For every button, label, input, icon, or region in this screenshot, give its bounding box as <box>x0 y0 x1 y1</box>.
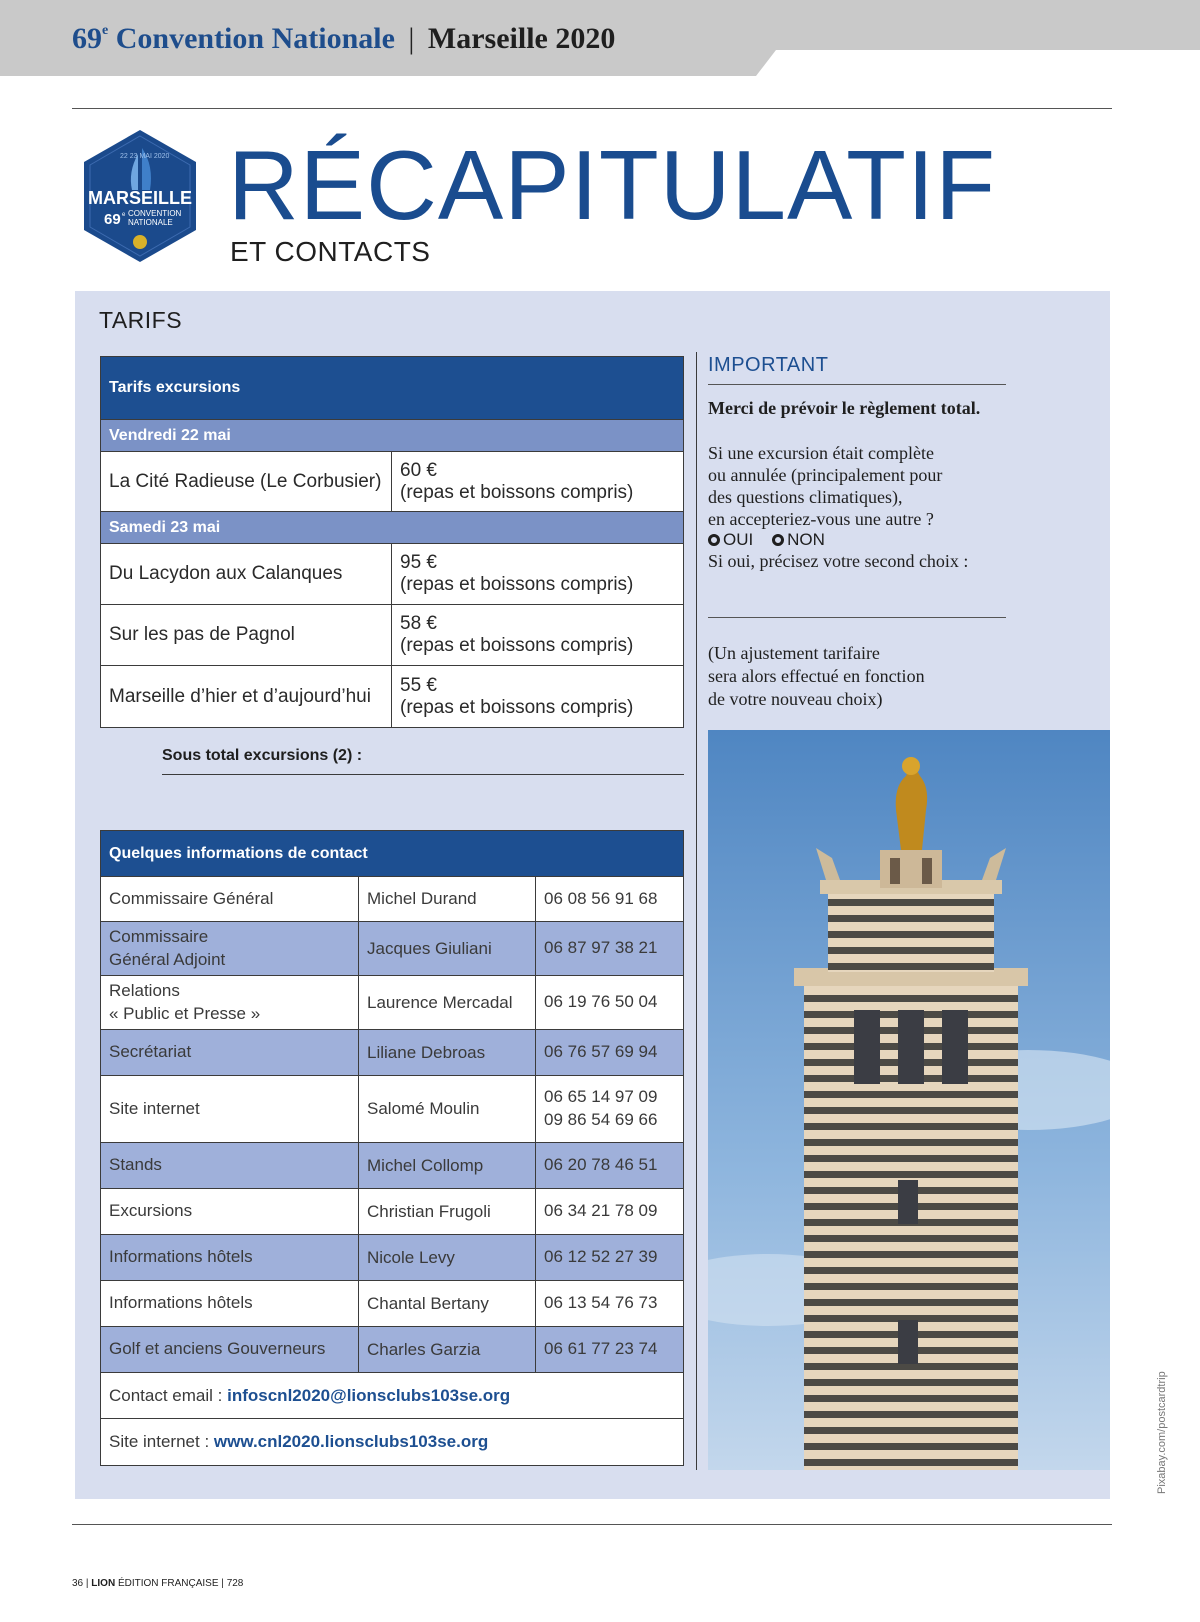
tarifs-day-saturday: Samedi 23 mai <box>101 512 683 544</box>
tarifs-table-header: Tarifs excursions <box>101 357 683 420</box>
tarifs-day-friday: Vendredi 22 mai <box>101 420 683 452</box>
table-row <box>101 1327 683 1373</box>
contacts-table-header: Quelques informations de contact <box>101 831 683 877</box>
table-row <box>101 1235 683 1281</box>
footer-edition: ÉDITION FRANÇAISE <box>117 1578 219 1589</box>
table-row <box>101 544 683 605</box>
price-note: (repas et boissons compris) <box>400 574 634 595</box>
contact-name: Michel Durand <box>359 877 536 921</box>
logo-city: MARSEILLE <box>87 188 193 208</box>
price-note: (repas et boissons compris) <box>400 635 634 656</box>
contact-phone: 06 19 76 50 04 <box>544 992 658 1012</box>
column-divider <box>696 352 697 1470</box>
contact-phone: 06 20 78 46 51 <box>544 1155 658 1175</box>
contact-phone: 06 34 21 78 09 <box>544 1201 658 1221</box>
price-note: (repas et boissons compris) <box>400 481 634 503</box>
contact-phone: 06 65 14 97 09 09 86 54 69 66 <box>544 1087 658 1129</box>
second-choice-label: Si oui, précisez votre second choix : <box>708 551 969 571</box>
contact-role: Golf et anciens Gouverneurs <box>101 1327 359 1372</box>
option-yes[interactable]: OUI <box>708 530 753 549</box>
logo-dates: 22 23 MAI 2020 <box>120 153 170 160</box>
contact-role: Commissaire Général <box>101 877 359 921</box>
convention-logo <box>80 128 200 264</box>
table-row <box>101 1373 683 1419</box>
contact-name: Salomé Moulin <box>359 1076 536 1142</box>
excursion-price <box>392 666 683 727</box>
contact-email-link[interactable]: infoscnl2020@lionsclubs103se.org <box>227 1385 511 1405</box>
contact-role: Commissaire Général Adjoint <box>101 922 359 975</box>
contact-name: Michel Collomp <box>359 1143 536 1188</box>
page-footer: 36 | LION ÉDITION FRANÇAISE | 728 <box>72 1578 244 1589</box>
important-title: IMPORTANT <box>708 354 829 376</box>
important-rule <box>708 384 1006 385</box>
radio-circle-icon <box>708 534 720 546</box>
contact-phone: 06 61 77 23 74 <box>544 1339 658 1359</box>
table-row <box>101 1281 683 1327</box>
tarifs-heading: TARIFS <box>99 307 183 333</box>
logo-line1: CONVENTION <box>128 209 182 218</box>
contact-name: Liliane Debroas <box>359 1030 536 1075</box>
contact-name: Laurence Mercadal <box>359 976 536 1029</box>
contact-name: Jacques Giuliani <box>359 922 536 975</box>
header-separator: | <box>408 22 415 55</box>
header-title <box>72 22 615 56</box>
logo-line2: NATIONALE <box>128 218 173 227</box>
footer-issue: 728 <box>226 1578 244 1589</box>
contact-phone: 06 76 57 69 94 <box>544 1042 658 1062</box>
excursion-name: Sur les pas de Pagnol <box>101 605 392 665</box>
excursion-price <box>392 605 683 665</box>
contact-role: Informations hôtels <box>101 1235 359 1280</box>
bottom-divider <box>72 1524 1112 1525</box>
tarifs-table <box>100 356 684 728</box>
important-options <box>708 530 825 550</box>
contact-phone: 06 87 97 38 21 <box>544 938 658 958</box>
contact-name: Chantal Bertany <box>359 1281 536 1326</box>
table-row <box>101 1189 683 1235</box>
price-value: 58 € <box>400 613 437 635</box>
table-row <box>101 922 683 976</box>
table-row <box>101 605 683 666</box>
top-divider <box>72 108 1112 109</box>
table-row <box>101 1143 683 1189</box>
contact-role: Secrétariat <box>101 1030 359 1075</box>
subtotal-line: Sous total excursions (2) : <box>162 747 684 775</box>
table-row <box>101 1419 683 1465</box>
excursion-name: Marseille d’hier et d’aujourd’hui <box>101 666 392 727</box>
header-number: 69e <box>72 22 109 55</box>
contact-name: Christian Frugoli <box>359 1189 536 1234</box>
header-convention: Convention Nationale <box>115 22 395 55</box>
logo-number: 69 <box>104 211 121 228</box>
important-bold-line: Merci de prévoir le règlement total. <box>708 398 981 418</box>
table-row <box>101 877 683 922</box>
important-note: (Un ajustement tarifaire sera alors effectué en fonction de votre nouveau choix) <box>708 643 925 709</box>
contact-name: Charles Garzia <box>359 1327 536 1372</box>
contact-site-link[interactable]: www.cnl2020.lionsclubs103se.org <box>213 1432 489 1451</box>
contact-role: Relations « Public et Presse » <box>101 976 359 1029</box>
price-value: 60 € <box>400 459 437 481</box>
excursion-price <box>392 452 683 511</box>
table-row <box>101 1076 683 1143</box>
contact-role: Informations hôtels <box>101 1281 359 1326</box>
second-choice-line[interactable] <box>708 617 1006 618</box>
contact-role: Site internet <box>101 1076 359 1142</box>
contact-email-line: Contact email : infoscnl2020@lionsclubs103se.org <box>101 1373 683 1418</box>
price-value: 95 € <box>400 552 437 574</box>
excursion-price <box>392 544 683 604</box>
table-row <box>101 666 683 727</box>
contacts-table <box>100 830 684 1466</box>
footer-page: 36 <box>72 1578 84 1589</box>
notre-dame-tower-photo <box>708 730 1110 1470</box>
price-note: (repas et boissons compris) <box>400 696 634 718</box>
header-city-year: Marseille 2020 <box>427 22 616 55</box>
footer-brand: LION <box>91 1578 116 1589</box>
table-row <box>101 1030 683 1076</box>
excursion-name: La Cité Radieuse (Le Corbusier) <box>101 452 392 511</box>
contact-role: Stands <box>101 1143 359 1188</box>
table-row <box>101 452 683 512</box>
page-subtitle: ET CONTACTS <box>230 236 431 267</box>
page-title: RÉCAPITULATIF <box>228 130 997 240</box>
contact-phone: 06 12 52 27 39 <box>544 1247 658 1267</box>
excursion-name: Du Lacydon aux Calanques <box>101 544 392 604</box>
contact-name: Nicole Levy <box>359 1235 536 1280</box>
option-no[interactable]: NON <box>772 530 825 549</box>
contact-role: Excursions <box>101 1189 359 1234</box>
photo-credit: Pixabay.com/postcardtrip <box>1156 1371 1168 1494</box>
lions-emblem-icon <box>133 235 147 249</box>
table-row <box>101 976 683 1030</box>
important-text: Si une excursion était complète ou annulée (principalement pour des questions climatiques), en accepteriez-vous une autre ? <box>708 443 943 529</box>
contact-site-line: Site internet : www.cnl2020.lionsclubs103se.org <box>101 1419 683 1465</box>
contact-phone: 06 08 56 91 68 <box>544 888 658 908</box>
radio-circle-icon <box>772 534 784 546</box>
price-value: 55 € <box>400 674 437 696</box>
header-band <box>0 0 1200 76</box>
contact-phone: 06 13 54 76 73 <box>544 1293 658 1313</box>
logo-number-sup: e <box>122 212 126 218</box>
